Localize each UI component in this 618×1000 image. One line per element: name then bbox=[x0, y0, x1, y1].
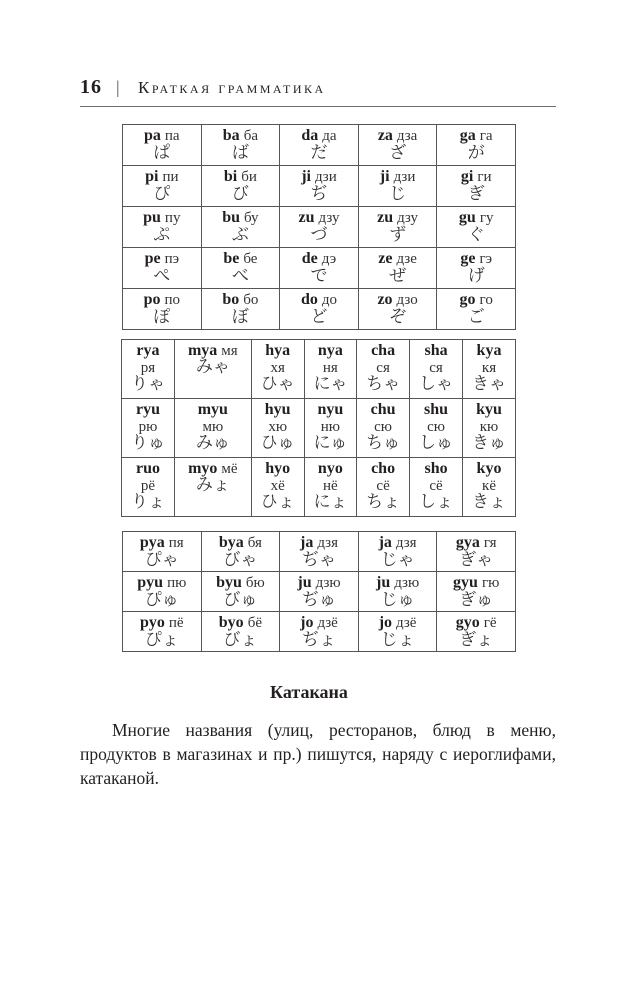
hiragana: ちょ bbox=[366, 492, 401, 512]
cyrillic-reading: пё bbox=[168, 615, 184, 631]
kana-cell bbox=[437, 289, 516, 330]
hiragana: ぎ bbox=[467, 184, 485, 204]
romaji: hyu bbox=[264, 401, 291, 418]
body-paragraph bbox=[80, 718, 556, 790]
romaji: sho bbox=[424, 460, 448, 477]
kana-cell bbox=[174, 458, 251, 517]
cyrillic-reading: кю bbox=[479, 419, 499, 435]
table-row bbox=[122, 340, 516, 399]
hiragana: しゃ bbox=[419, 374, 454, 394]
romaji: myo bbox=[188, 460, 218, 477]
romaji: nya bbox=[317, 342, 343, 359]
cyrillic-reading: га bbox=[479, 128, 493, 144]
hiragana: にゃ bbox=[313, 374, 348, 394]
cyrillic-reading: гэ bbox=[479, 251, 493, 267]
romaji: jo bbox=[300, 614, 314, 631]
table-row bbox=[123, 289, 516, 330]
hiragana: ひょ bbox=[260, 492, 295, 512]
cyrillic-reading: хю bbox=[268, 419, 288, 435]
kana-cell bbox=[358, 125, 437, 166]
kana-cell bbox=[201, 572, 280, 612]
hiragana: ぱ bbox=[153, 143, 171, 163]
cyrillic-reading: хё bbox=[270, 478, 285, 494]
kana-cell bbox=[280, 572, 359, 612]
romaji: za bbox=[377, 127, 393, 144]
cyrillic-reading: бя bbox=[247, 535, 262, 551]
hiragana: ば bbox=[231, 143, 249, 163]
hiragana: ぢゅ bbox=[301, 590, 336, 610]
hiragana: ぢゃ bbox=[301, 550, 336, 570]
kana-cell bbox=[463, 458, 516, 517]
romaji: pi bbox=[145, 168, 159, 185]
cyrillic-reading: гё bbox=[483, 615, 497, 631]
cyrillic-reading: сю bbox=[427, 419, 445, 435]
table-row bbox=[123, 166, 516, 207]
romaji: shu bbox=[424, 401, 449, 418]
cyrillic-reading: бо bbox=[243, 292, 259, 308]
combined-kana-table bbox=[121, 339, 516, 517]
cyrillic-reading: дзю bbox=[394, 575, 420, 591]
romaji: gyu bbox=[453, 574, 478, 591]
table-row bbox=[123, 207, 516, 248]
kana-cell bbox=[201, 248, 280, 289]
kana-cell bbox=[463, 399, 516, 458]
romaji: bi bbox=[223, 168, 238, 185]
kana-cell bbox=[357, 399, 410, 458]
cyrillic-reading: ря bbox=[140, 360, 156, 376]
kana-cell bbox=[437, 248, 516, 289]
hiragana: べ bbox=[231, 266, 249, 286]
hiragana: しょ bbox=[419, 492, 454, 512]
romaji: kyo bbox=[476, 460, 502, 477]
romaji: sha bbox=[424, 342, 448, 359]
romaji: da bbox=[301, 127, 319, 144]
cyrillic-reading: ся bbox=[376, 360, 390, 376]
hiragana: ぶ bbox=[231, 225, 249, 245]
kana-cell bbox=[123, 612, 202, 652]
kana-cell bbox=[280, 248, 359, 289]
cyrillic-reading: дзи bbox=[393, 169, 416, 185]
cyrillic-reading: пэ bbox=[164, 251, 180, 267]
kana-cell bbox=[123, 248, 202, 289]
cyrillic-reading: ня bbox=[322, 360, 338, 376]
romaji: pyo bbox=[140, 614, 165, 631]
hiragana: ぴょ bbox=[144, 630, 179, 650]
cyrillic-reading: рё bbox=[140, 478, 156, 494]
hiragana: きゃ bbox=[472, 374, 506, 394]
cyrillic-reading: сю bbox=[374, 419, 393, 435]
romaji: be bbox=[223, 250, 240, 267]
paragraph-text: Многие названия (улиц, ресторанов, блюд в меню, продуктов в магазинах и пр.) пишутся, наряду с иероглифами, катаканой. bbox=[80, 720, 556, 788]
hiragana: ぞ bbox=[389, 307, 407, 327]
cyrillic-reading: ся bbox=[429, 360, 443, 376]
section-heading: Катакана bbox=[270, 682, 348, 702]
cyrillic-reading: дзу bbox=[397, 210, 419, 226]
hiragana: じゃ bbox=[380, 550, 415, 570]
kana-cell bbox=[437, 166, 516, 207]
hiragana: び bbox=[231, 184, 249, 204]
cyrillic-reading: мю bbox=[202, 419, 224, 435]
kana-cell bbox=[280, 289, 359, 330]
hiragana: びょ bbox=[223, 630, 258, 650]
cyrillic-reading: кя bbox=[481, 360, 497, 376]
hiragana: ぎゃ bbox=[459, 550, 494, 570]
kana-cell bbox=[251, 458, 304, 517]
romaji: mya bbox=[187, 342, 218, 359]
hiragana: げ bbox=[467, 266, 485, 286]
cyrillic-reading: хя bbox=[270, 360, 285, 376]
romaji: nyu bbox=[317, 401, 344, 418]
cyrillic-reading: пю bbox=[167, 575, 187, 591]
romaji: byu bbox=[216, 574, 242, 591]
kana-cell bbox=[251, 399, 304, 458]
romaji: po bbox=[143, 291, 161, 308]
kana-cell bbox=[123, 207, 202, 248]
kana-cell bbox=[358, 166, 437, 207]
romaji: cho bbox=[371, 460, 396, 477]
hiragana: で bbox=[310, 266, 328, 286]
kana-cell bbox=[251, 340, 304, 399]
hiragana: きょ bbox=[472, 492, 506, 512]
table-row bbox=[123, 248, 516, 289]
hiragana: ぜ bbox=[389, 266, 407, 286]
hiragana: ぢょ bbox=[301, 630, 336, 650]
hiragana: ひゅ bbox=[260, 433, 295, 453]
kana-cell bbox=[201, 166, 280, 207]
romaji: jo bbox=[378, 614, 393, 631]
kana-cell bbox=[123, 572, 202, 612]
kana-cell bbox=[357, 458, 410, 517]
cyrillic-reading: гю bbox=[481, 575, 500, 591]
table-row bbox=[122, 458, 516, 517]
romaji: bo bbox=[222, 291, 240, 308]
hiragana: びゅ bbox=[223, 590, 258, 610]
romaji: ruo bbox=[135, 460, 160, 477]
kana-cell bbox=[437, 532, 516, 572]
cyrillic-reading: бе bbox=[243, 251, 258, 267]
cyrillic-reading: нё bbox=[323, 478, 338, 494]
romaji: pyu bbox=[137, 574, 164, 591]
kana-cell bbox=[122, 340, 175, 399]
table-row bbox=[123, 612, 516, 652]
hiragana: ぽ bbox=[153, 307, 171, 327]
cyrillic-reading: ги bbox=[477, 169, 492, 185]
hiragana: ぼ bbox=[231, 307, 249, 327]
kana-cell bbox=[201, 207, 280, 248]
romaji: ze bbox=[378, 250, 393, 267]
cyrillic-reading: рю bbox=[138, 419, 158, 435]
romaji: pya bbox=[139, 534, 165, 551]
voiced-combined-kana-table bbox=[122, 531, 516, 652]
kana-cell bbox=[304, 399, 356, 458]
romaji: gi bbox=[460, 168, 474, 185]
table-row bbox=[123, 125, 516, 166]
hiragana: にゅ bbox=[313, 433, 348, 453]
romaji: pu bbox=[143, 209, 161, 226]
running-header bbox=[80, 74, 556, 104]
romaji: bya bbox=[218, 534, 244, 551]
kana-cell bbox=[358, 248, 437, 289]
kana-cell bbox=[357, 340, 410, 399]
romaji: ja bbox=[378, 534, 392, 551]
kana-cell bbox=[304, 458, 356, 517]
hiragana: りょ bbox=[130, 492, 165, 512]
cyrillic-reading: дэ bbox=[321, 251, 337, 267]
hiragana: ぷ bbox=[153, 225, 171, 245]
romaji: ge bbox=[460, 250, 476, 267]
romaji: byo bbox=[218, 614, 244, 631]
table-row bbox=[123, 532, 516, 572]
header-rule bbox=[80, 106, 556, 107]
hiragana: ぺ bbox=[153, 266, 171, 286]
cyrillic-reading: гя bbox=[483, 535, 497, 551]
hiragana: みょ bbox=[195, 475, 230, 495]
kana-cell bbox=[122, 399, 175, 458]
kana-cell bbox=[358, 572, 437, 612]
romaji: ji bbox=[301, 168, 311, 185]
kana-cell bbox=[201, 612, 280, 652]
cyrillic-reading: сё bbox=[376, 478, 390, 494]
hiragana: ひゃ bbox=[260, 374, 295, 394]
romaji: ryu bbox=[135, 401, 160, 418]
hiragana: ぴゅ bbox=[144, 590, 179, 610]
hiragana: ざ bbox=[389, 143, 407, 163]
romaji: gu bbox=[458, 209, 476, 226]
cyrillic-reading: дзу bbox=[318, 210, 340, 226]
romaji: nyo bbox=[317, 460, 343, 477]
hiragana: ぐ bbox=[467, 225, 485, 245]
kana-cell bbox=[280, 532, 359, 572]
kana-cell bbox=[280, 125, 359, 166]
cyrillic-reading: дзе bbox=[396, 251, 417, 267]
kana-cell bbox=[410, 399, 463, 458]
cyrillic-reading: го bbox=[479, 292, 493, 308]
hiragana: ぴゃ bbox=[144, 550, 179, 570]
hiragana: りゅ bbox=[130, 433, 165, 453]
romaji: rya bbox=[136, 342, 160, 359]
hiragana: じょ bbox=[380, 630, 415, 650]
hiragana: ちゃ bbox=[366, 374, 401, 394]
cyrillic-reading: до bbox=[321, 292, 337, 308]
kana-cell bbox=[201, 532, 280, 572]
kana-cell bbox=[410, 340, 463, 399]
hiragana: みゃ bbox=[195, 357, 230, 377]
cyrillic-reading: пи bbox=[162, 169, 179, 185]
kana-cell bbox=[174, 340, 251, 399]
kana-cell bbox=[123, 532, 202, 572]
romaji: gya bbox=[455, 534, 480, 551]
kana-cell bbox=[437, 612, 516, 652]
hiragana: ぎゅ bbox=[459, 590, 494, 610]
kana-cell bbox=[437, 125, 516, 166]
cyrillic-reading: дзо bbox=[396, 292, 418, 308]
cyrillic-reading: би bbox=[241, 169, 257, 185]
romaji: bu bbox=[222, 209, 240, 226]
cyrillic-reading: по bbox=[164, 292, 181, 308]
kana-cell bbox=[123, 289, 202, 330]
romaji: pe bbox=[144, 250, 161, 267]
hiragana: ず bbox=[389, 225, 407, 245]
hiragana: だ bbox=[310, 143, 328, 163]
voiced-kana-table bbox=[122, 124, 516, 330]
romaji: zu bbox=[298, 209, 315, 226]
romaji: go bbox=[459, 291, 476, 308]
kana-cell bbox=[123, 125, 202, 166]
kana-cell bbox=[358, 289, 437, 330]
kana-cell bbox=[304, 340, 356, 399]
hiragana: ご bbox=[467, 307, 485, 327]
cyrillic-reading: ба bbox=[243, 128, 258, 144]
cyrillic-reading: дзё bbox=[396, 615, 417, 631]
romaji: cha bbox=[371, 342, 396, 359]
romaji: kyu bbox=[476, 401, 502, 418]
kana-cell bbox=[358, 207, 437, 248]
hiragana: づ bbox=[310, 225, 328, 245]
cyrillic-reading: дзи bbox=[314, 169, 337, 185]
cyrillic-reading: дзё bbox=[317, 615, 338, 631]
hiragana: じ bbox=[389, 184, 407, 204]
romaji: gyo bbox=[455, 614, 480, 631]
hiragana: ど bbox=[310, 307, 328, 327]
kana-cell bbox=[280, 207, 359, 248]
cyrillic-reading: пя bbox=[168, 535, 184, 551]
romaji: chu bbox=[370, 401, 396, 418]
kana-cell bbox=[410, 458, 463, 517]
romaji: ja bbox=[300, 534, 314, 551]
romaji: zu bbox=[377, 209, 394, 226]
kana-cell bbox=[463, 340, 516, 399]
page-number: 16 bbox=[80, 76, 102, 98]
cyrillic-reading: сё bbox=[429, 478, 443, 494]
romaji: ba bbox=[222, 127, 240, 144]
cyrillic-reading: дзю bbox=[315, 575, 341, 591]
romaji: de bbox=[301, 250, 318, 267]
romaji: ji bbox=[379, 168, 390, 185]
cyrillic-reading: кё bbox=[482, 478, 496, 494]
hiragana: びゃ bbox=[223, 550, 258, 570]
hiragana: ちゅ bbox=[366, 433, 401, 453]
romaji: myu bbox=[197, 401, 228, 418]
romaji: hya bbox=[265, 342, 291, 359]
cyrillic-reading: дзя bbox=[395, 535, 417, 551]
kana-cell bbox=[358, 532, 437, 572]
hiragana: ぢ bbox=[310, 184, 328, 204]
cyrillic-reading: мё bbox=[221, 461, 238, 477]
romaji: hyo bbox=[265, 460, 291, 477]
hiragana: ぴ bbox=[153, 184, 171, 204]
hiragana: きゅ bbox=[472, 433, 506, 453]
hiragana: りゃ bbox=[130, 374, 165, 394]
header-separator: | bbox=[116, 77, 120, 97]
cyrillic-reading: гу bbox=[479, 210, 494, 226]
table-row bbox=[122, 399, 516, 458]
hiragana: しゅ bbox=[419, 433, 454, 453]
romaji: kya bbox=[476, 342, 502, 359]
romaji: pa bbox=[144, 127, 161, 144]
cyrillic-reading: дза bbox=[396, 128, 418, 144]
cyrillic-reading: мя bbox=[221, 343, 238, 359]
kana-cell bbox=[174, 399, 251, 458]
hiragana: みゅ bbox=[195, 433, 230, 453]
kana-cell bbox=[123, 166, 202, 207]
kana-cell bbox=[280, 612, 359, 652]
cyrillic-reading: бу bbox=[244, 210, 259, 226]
hiragana: が bbox=[467, 143, 485, 163]
kana-cell bbox=[437, 207, 516, 248]
romaji: ju bbox=[375, 574, 391, 591]
romaji: zo bbox=[377, 291, 393, 308]
kana-cell bbox=[201, 289, 280, 330]
kana-cell bbox=[358, 612, 437, 652]
hiragana: じゅ bbox=[380, 590, 415, 610]
romaji: do bbox=[300, 291, 318, 308]
table-row bbox=[123, 572, 516, 612]
header-title: Краткая грамматика bbox=[138, 78, 326, 97]
cyrillic-reading: бё bbox=[247, 615, 262, 631]
cyrillic-reading: да bbox=[322, 128, 337, 144]
hiragana: ぎょ bbox=[459, 630, 494, 650]
cyrillic-reading: пу bbox=[164, 210, 181, 226]
kana-cell bbox=[201, 125, 280, 166]
kana-cell bbox=[437, 572, 516, 612]
cyrillic-reading: ню bbox=[320, 419, 340, 435]
romaji: ga bbox=[459, 127, 476, 144]
kana-cell bbox=[280, 166, 359, 207]
cyrillic-reading: па bbox=[164, 128, 180, 144]
cyrillic-reading: дзя bbox=[317, 535, 338, 551]
hiragana: にょ bbox=[313, 492, 348, 512]
romaji: ju bbox=[297, 574, 312, 591]
cyrillic-reading: бю bbox=[245, 575, 265, 591]
kana-cell bbox=[122, 458, 175, 517]
